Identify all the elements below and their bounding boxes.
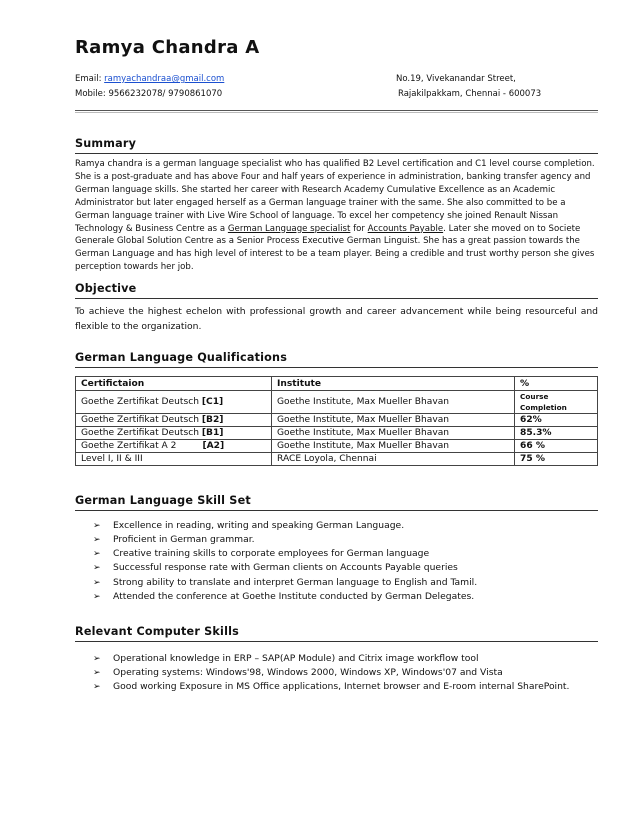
percent-cell: 66 % <box>515 440 598 453</box>
email-link[interactable]: ramyachandraa@gmail.com <box>104 74 225 84</box>
list-item-text: Proficient in German grammar. <box>113 534 255 546</box>
resume-page <box>75 36 598 694</box>
cert-name: Goethe Zertifikat A 2 <box>81 441 177 452</box>
qualifications-rule <box>75 367 598 368</box>
institute-cell: Goethe Institute, Max Mueller Bhavan <box>272 391 515 414</box>
computer-skills-heading: Relevant Computer Skills <box>75 624 240 638</box>
cert-cell <box>76 440 272 453</box>
list-item <box>75 561 598 575</box>
summary-dept-link: Accounts Payable <box>367 223 444 234</box>
header-percent: % <box>515 377 598 391</box>
table-row <box>76 427 598 440</box>
list-item <box>75 519 598 533</box>
summary-text-part-3: . Later she moved on to Societe Generale Global Solution Centre as a Senior Process Executive German Linguist. She has a great passion towards the German Language and has high level of interest to be a team player. Being a credible and trust worthy person she gives perception towards her job. <box>75 223 595 273</box>
email-label: Email: <box>75 74 105 84</box>
list-item <box>75 652 598 666</box>
qualifications-section <box>75 350 598 466</box>
percent-cell: Course Completion <box>515 391 598 414</box>
cert-level: [A2] <box>202 441 225 452</box>
list-item-text: Good working Exposure in MS Office applications, Internet browser and E-room internal SharePoint. <box>113 680 570 692</box>
percent-cell: 62% <box>515 414 598 427</box>
qualifications-table <box>75 376 598 466</box>
cert-level: [B1] <box>201 428 224 439</box>
computer-skills-list <box>75 652 598 694</box>
list-item <box>75 547 598 561</box>
cert-level: [B2] <box>201 415 224 426</box>
cert-name: Goethe Zertifikat Deutsch <box>81 415 202 426</box>
list-item <box>75 680 598 694</box>
header-institute: Institute <box>272 377 515 391</box>
list-item-text: Attended the conference at Goethe Institute conducted by German Delegates. <box>113 590 475 602</box>
summary-text <box>75 158 598 274</box>
institute-cell: Goethe Institute, Max Mueller Bhavan <box>272 427 515 440</box>
table-header-row <box>76 377 598 391</box>
list-item-text: Excellence in reading, writing and speaking German Language. <box>113 520 405 532</box>
table-row <box>76 414 598 427</box>
contact-block <box>75 72 598 106</box>
skills-rule <box>75 510 598 511</box>
list-item <box>75 576 598 590</box>
contact-right <box>396 72 541 102</box>
cert-cell <box>76 414 272 427</box>
list-item <box>75 666 598 680</box>
skills-section <box>75 493 598 604</box>
computer-skills-rule <box>75 641 598 642</box>
header-divider <box>75 110 598 113</box>
summary-rule <box>75 153 598 154</box>
objective-rule <box>75 298 598 299</box>
objective-section <box>75 281 598 334</box>
cert-name: Level I, II & III <box>81 454 143 465</box>
summary-role-link: German Language specialist <box>227 223 351 234</box>
arrow-bullet-icon: ➢ <box>93 591 101 602</box>
list-item-text: Operating systems: Windows'98, Windows 2000, Windows XP, Windows'07 and Vista <box>113 666 503 678</box>
arrow-bullet-icon: ➢ <box>93 563 101 574</box>
contact-left <box>75 72 224 102</box>
table-row <box>76 440 598 453</box>
percent-cell: 75 % <box>515 453 598 466</box>
arrow-bullet-icon: ➢ <box>93 653 101 664</box>
address-line-2: Rajakilpakkam, Chennai - 600073 <box>398 89 542 99</box>
objective-text: To achieve the highest echelon with professional growth and career advancement while being resourceful and flexible to the organization. <box>75 306 598 333</box>
arrow-bullet-icon: ➢ <box>93 667 101 678</box>
list-item <box>75 533 598 547</box>
cert-cell <box>76 427 272 440</box>
mobile-line: Mobile: 9566232078/ 9790861070 <box>75 89 223 99</box>
cert-level: [C1] <box>201 397 224 408</box>
percent-cell: 85.3% <box>515 427 598 440</box>
email-line <box>75 72 224 87</box>
qualifications-heading: German Language Qualifications <box>75 351 288 365</box>
address-line-1: No.19, Vivekanandar Street, <box>396 74 516 84</box>
list-item-text: Operational knowledge in ERP – SAP(AP Module) and Citrix image workflow tool <box>113 652 479 664</box>
arrow-bullet-icon: ➢ <box>93 681 101 692</box>
list-item-text: Creative training skills to corporate employees for German language <box>113 548 430 560</box>
skills-heading: German Language Skill Set <box>75 494 251 508</box>
summary-heading: Summary <box>75 137 137 150</box>
header-certification: Certifictaion <box>76 377 272 391</box>
cert-name: Goethe Zertifikat Deutsch <box>81 397 202 408</box>
institute-cell: Goethe Institute, Max Mueller Bhavan <box>272 414 515 427</box>
list-item <box>75 590 598 604</box>
cert-cell <box>76 453 272 466</box>
objective-heading: Objective <box>75 282 137 296</box>
summary-text-part-1: Ramya chandra is a german language specialist who has qualified B2 Level certification and C1 level course completion. She is a post-graduate and has above Four and half years of experience in administration, banking transfer agency and German language skills. She started her career with Research Academy Cumulative Excellence as an Academic Administrator but later engaged herself as a German language trainer with the same. She also committed to be a German language trainer with Live Wire School of language. To excel her competency she joined Renault Nissan Technology & Business Centre as a <box>75 159 595 234</box>
computer-skills-section <box>75 624 598 694</box>
cert-cell <box>76 391 272 414</box>
arrow-bullet-icon: ➢ <box>93 549 101 560</box>
list-item-text: Successful response rate with German clients on Accounts Payable queries <box>113 562 458 574</box>
table-row <box>76 391 598 414</box>
summary-section <box>75 136 598 274</box>
table-row <box>76 453 598 466</box>
arrow-bullet-icon: ➢ <box>93 535 101 546</box>
skills-list <box>75 519 598 604</box>
list-item-text: Strong ability to translate and interpret German language to English and Tamil. <box>113 576 478 588</box>
arrow-bullet-icon: ➢ <box>93 521 101 532</box>
candidate-name: Ramya Chandra A <box>75 37 260 58</box>
institute-cell: Goethe Institute, Max Mueller Bhavan <box>272 440 515 453</box>
institute-cell: RACE Loyola, Chennai <box>272 453 515 466</box>
cert-name: Goethe Zertifikat Deutsch <box>81 428 202 439</box>
arrow-bullet-icon: ➢ <box>93 577 101 588</box>
summary-text-part-2: for <box>350 223 368 234</box>
